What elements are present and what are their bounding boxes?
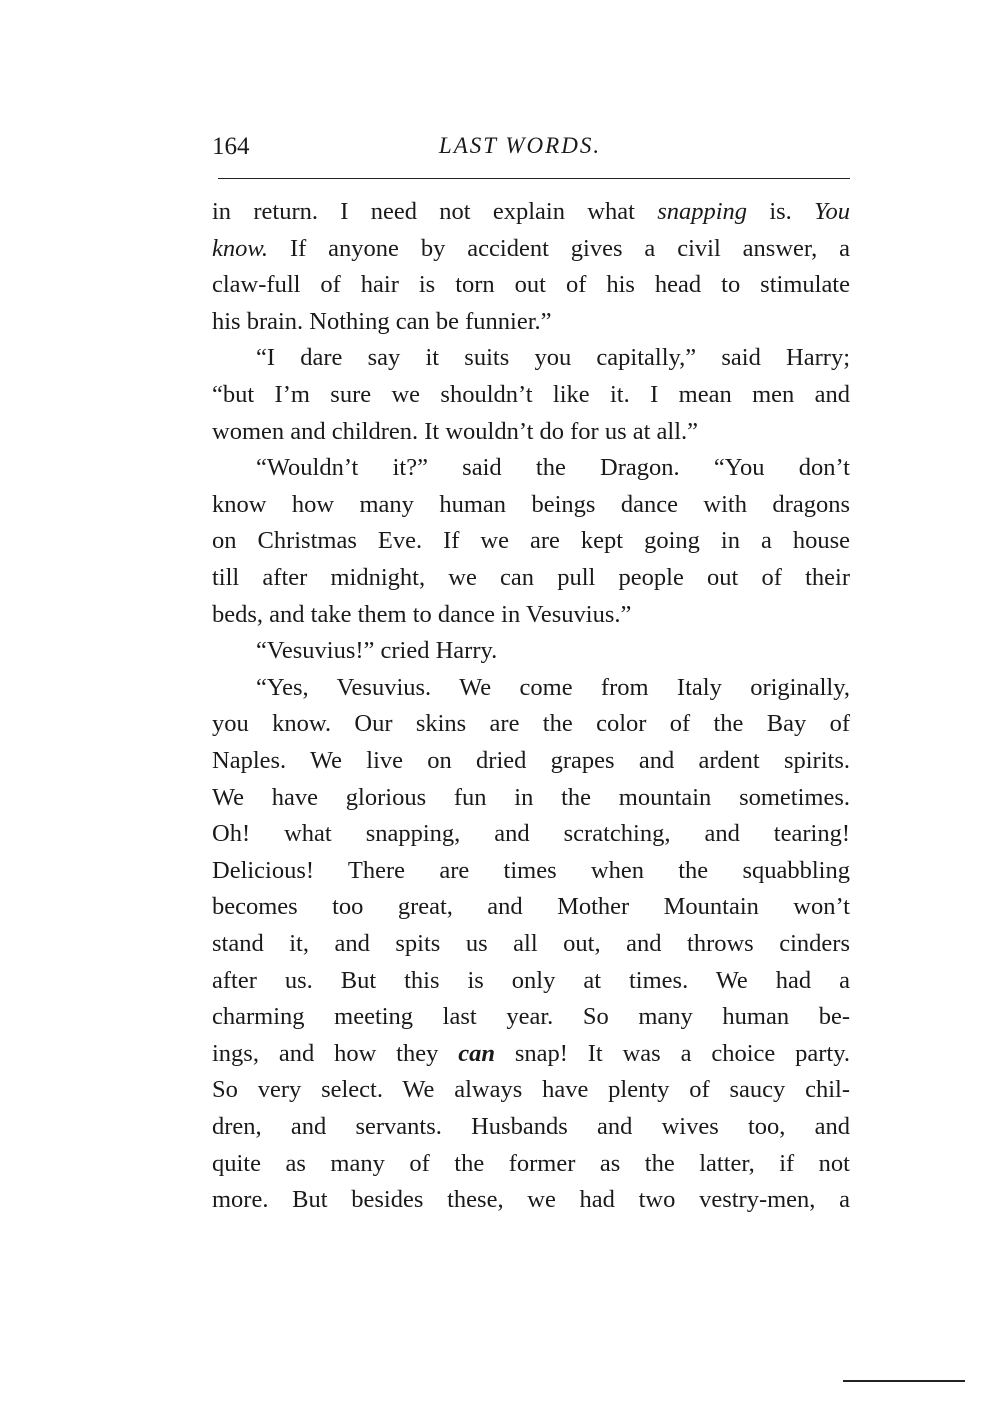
text-segment: beds, and take them to dance in Vesuvius.” <box>212 600 632 628</box>
text-line <box>256 453 850 483</box>
text-segment: till after midnight, we can pull people out of their <box>212 564 850 591</box>
text-line <box>256 673 850 703</box>
text-segment: So very select. We always have plenty of saucy chil- <box>212 1076 850 1104</box>
text-segment: “but I’m sure we shouldn’t like it. I mean men and <box>212 381 850 408</box>
emphasis-text: snapping <box>657 198 748 225</box>
text-line <box>212 234 850 264</box>
text-line <box>212 1039 850 1069</box>
text-line <box>212 966 850 996</box>
text-segment: on Christmas Eve. If we are kept going in a house <box>212 527 850 555</box>
text-line <box>212 1149 850 1179</box>
text-segment: dren, and servants. Husbands and wives too, and <box>212 1113 850 1140</box>
text-segment: in return. I need not explain what <box>212 198 658 225</box>
page-number: 164 <box>212 133 250 160</box>
text-segment: “Vesuvius!” cried Harry. <box>256 637 498 665</box>
running-title: LAST WORDS. <box>438 133 602 158</box>
text-segment: “Wouldn’t it?” said the Dragon. “You don’t <box>256 454 850 482</box>
text-line <box>212 819 850 849</box>
text-line <box>212 709 850 739</box>
text-segment: women and children. It wouldn’t do for us at all.” <box>212 417 699 445</box>
emphasis-text: know. <box>212 234 269 262</box>
text-line <box>212 307 850 337</box>
text-line <box>212 746 850 776</box>
text-line <box>212 490 850 520</box>
text-line <box>212 1002 850 1032</box>
text-segment: his brain. Nothing can be funnier.” <box>212 307 552 335</box>
emphasis-text: You <box>814 198 850 225</box>
text-line <box>212 1112 850 1142</box>
text-segment: snap! It was a choice party. <box>494 1039 850 1067</box>
text-segment: after us. But this is only at times. We had a <box>212 966 850 994</box>
text-line <box>212 563 850 593</box>
text-line <box>212 270 850 300</box>
text-segment: ings, and how they <box>212 1039 459 1067</box>
text-segment: Oh! what snapping, and scratching, and tearing! <box>212 820 850 848</box>
text-line <box>212 417 850 447</box>
text-line <box>212 856 850 886</box>
text-segment: you know. Our skins are the color of the Bay of <box>212 710 850 738</box>
text-line <box>212 197 850 227</box>
text-segment: is. <box>747 198 815 225</box>
text-segment: know how many human beings dance with dragons <box>212 490 850 518</box>
text-line <box>212 600 850 630</box>
text-line <box>256 343 850 373</box>
footer-rule <box>843 1380 965 1382</box>
text-line <box>212 380 850 410</box>
text-segment: quite as many of the former as the latter, if not <box>212 1149 850 1177</box>
text-segment: stand it, and spits us all out, and throws cinders <box>212 930 850 957</box>
text-line <box>256 636 850 666</box>
header-rule <box>218 178 850 179</box>
text-segment: “I dare say it suits you capitally,” said Harry; <box>256 344 850 372</box>
text-segment: “Yes, Vesuvius. We come from Italy originally, <box>256 673 850 701</box>
text-line <box>212 526 850 556</box>
text-segment: Delicious! There are times when the squabbling <box>212 856 850 884</box>
text-segment: more. But besides these, we had two vestry-men, a <box>212 1186 850 1214</box>
text-line <box>212 892 850 922</box>
text-segment: We have glorious fun in the mountain sometimes. <box>212 783 850 811</box>
emphasis-text: can <box>458 1039 495 1067</box>
text-segment: Naples. We live on dried grapes and ardent spirits. <box>212 747 850 774</box>
text-segment: If anyone by accident gives a civil answer, a <box>268 234 850 262</box>
text-segment: becomes too great, and Mother Mountain won’t <box>212 893 850 921</box>
text-line <box>212 1185 850 1215</box>
text-segment: claw-full of hair is torn out of his head to stimulate <box>212 271 850 299</box>
text-segment: charming meeting last year. So many human be- <box>212 1003 850 1031</box>
text-line <box>212 929 850 959</box>
text-line <box>212 783 850 813</box>
text-line <box>212 1075 850 1105</box>
